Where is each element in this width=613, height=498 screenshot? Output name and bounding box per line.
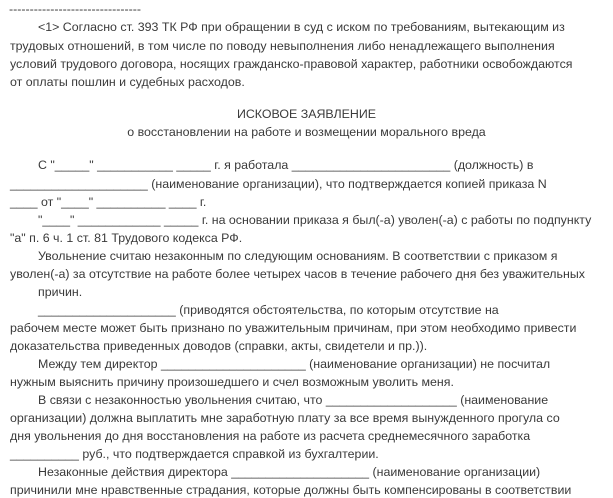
- body-line: рабочем месте может быть признано по уважительным причинам, при этом необходимо привести: [10, 321, 577, 335]
- document-title: ИСКОВОЕ ЗАЯВЛЕНИЕ: [236, 107, 377, 121]
- body-line: С "_____" ___________ _____ г. я работала _______________________ (должность) в: [38, 158, 534, 172]
- footnote-separator: --------------------------------: [9, 2, 142, 16]
- body-line: Между тем директор _____________________ (наименование организации) не посчитал: [38, 357, 551, 371]
- document-subtitle: о восстановлении на работе и возмещении морального вреда: [127, 125, 486, 139]
- body-line: нужным выяснить причину произошедшего и счел возможным уволить меня.: [10, 375, 454, 389]
- body-line: Незаконные действия директора ____________________ (наименование организации): [38, 465, 541, 479]
- body-line: В связи с незаконностью увольнения считаю, что ___________________ (наименование: [38, 393, 549, 407]
- body-line: причинили мне нравственные страдания, которые должны быть компенсированы в соответствии: [10, 483, 572, 497]
- body-line: Увольнение считаю незаконным по следующим основаниям. В соответствии с приказом я: [38, 249, 558, 263]
- body-line: ____________________ (приводятся обстоятельства, по которым отсутствие на: [38, 303, 499, 317]
- footnote-line: <1> Согласно ст. 393 ТК РФ при обращении в суд с иском по требованиям, вытекающим из: [38, 20, 565, 34]
- footnote-line: от оплаты пошлин и судебных расходов.: [10, 75, 245, 89]
- body-line: ____ от "____" __________ ____ г.: [10, 195, 207, 209]
- body-line: __________ руб., что подтверждается справкой из бухгалтерии.: [10, 447, 379, 461]
- body-line: уволен(-а) за отсутствие на работе более четырех часов в течение рабочего дня без уважительных: [10, 267, 585, 281]
- footnote-line: условий трудового договора, носящих гражданско-правовой характер, работники освобождаются: [10, 57, 573, 71]
- body-line: организации) должна выплатить мне заработную плату за все время вынужденного прогула со: [10, 411, 560, 425]
- body-line: ____________________ (наименование организации), что подтверждается копией приказа N: [10, 177, 547, 191]
- body-line: доказательства приведенных доводов (справки, акты, свидетели и пр.)).: [10, 339, 428, 353]
- body-line: "____" ____________ _____ г. на основании приказа я был(-а) уволен(-а) с работы по подпункту: [38, 213, 592, 227]
- body-line: "а" п. 6 ч. 1 ст. 81 Трудового кодекса РФ.: [10, 231, 243, 245]
- body-line: причин.: [38, 285, 83, 299]
- body-line: дня увольнения до дня восстановления на работе из расчета среднемесячного заработка: [10, 429, 531, 443]
- footnote-line: трудовых отношений, в том числе по поводу невыполнения либо ненадлежащего выполнения: [10, 39, 555, 53]
